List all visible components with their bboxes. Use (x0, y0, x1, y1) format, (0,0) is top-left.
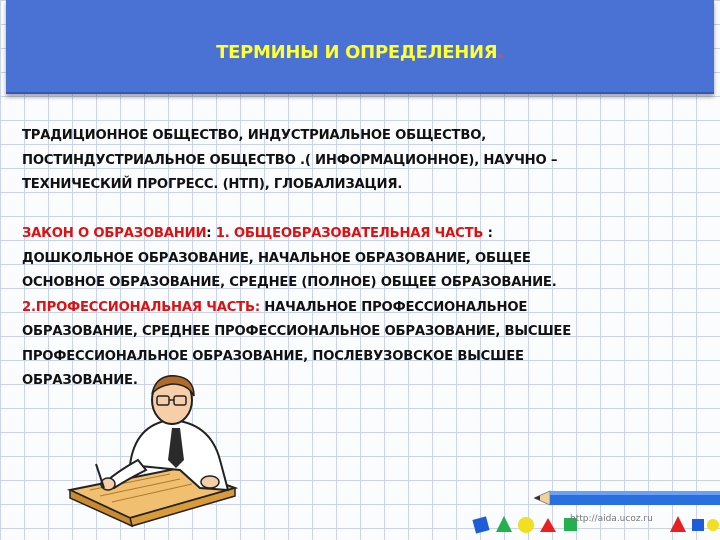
part2-line: ПРОФЕССИОНАЛЬНОЕ ОБРАЗОВАНИЕ, ПОСЛЕВУЗОВСКОЕ ВЫСШЕЕ (22, 348, 524, 364)
law-colon: : (206, 226, 216, 241)
slide-body (22, 124, 702, 394)
paragraph1-line: ПОСТИНДУСТРИАЛЬНОЕ ОБЩЕСТВО .( ИНФОРМАЦИОННОЕ), НАУЧНО – (22, 152, 558, 168)
part2-label: ПРОФЕССИОНАЛЬНАЯ ЧАСТЬ: (35, 299, 260, 315)
watermark-text: http://aida.ucoz.ru (570, 514, 653, 524)
writing-scholar-illustration (60, 370, 280, 535)
part2-line: ОБРАЗОВАНИЕ. (22, 373, 138, 388)
pencil-icon (534, 488, 720, 508)
part2-first: НАЧАЛЬНОЕ ПРОФЕССИОНАЛЬНОЕ (259, 299, 528, 315)
slide-title (0, 42, 720, 63)
part2-line: ОБРАЗОВАНИЕ, СРЕДНЕЕ ПРОФЕССИОНАЛЬНОЕ ОБРАЗОВАНИЕ, ВЫСШЕЕ (22, 324, 572, 339)
title-text: ТЕРМИНЫ И ОПРЕДЕЛЕНИЯ (216, 42, 498, 63)
part1-line: ОСНОВНОЕ ОБРАЗОВАНИЕ, СРЕДНЕЕ (ПОЛНОЕ) ОБЩЕЕ ОБРАЗОВАНИЕ. (22, 275, 557, 290)
part1-line: ДОШКОЛЬНОЕ ОБРАЗОВАНИЕ, НАЧАЛЬНОЕ ОБРАЗОВАНИЕ, ОБЩЕЕ (22, 250, 531, 266)
part2-heading-line (22, 296, 702, 321)
part2-number: 2. (22, 299, 36, 315)
law-label: ЗАКОН О ОБРАЗОВАНИИ (22, 226, 207, 241)
paragraph1-line: ТРАДИЦИОННОЕ ОБЩЕСТВО, ИНДУСТРИАЛЬНОЕ ОБЩЕСТВО, (22, 128, 487, 143)
title-dot: . (497, 42, 504, 63)
part1-colon: : (483, 226, 493, 241)
geometric-shapes-decoration (470, 508, 720, 540)
paragraph1-line: ТЕХНИЧЕСКИЙ ПРОГРЕСС. (НТП), ГЛОБАЛИЗАЦИЯ. (22, 177, 403, 192)
law-heading-line (22, 222, 702, 247)
part1-label: 1. ОБЩЕОБРАЗОВАТЕЛЬНАЯ ЧАСТЬ (215, 226, 484, 241)
